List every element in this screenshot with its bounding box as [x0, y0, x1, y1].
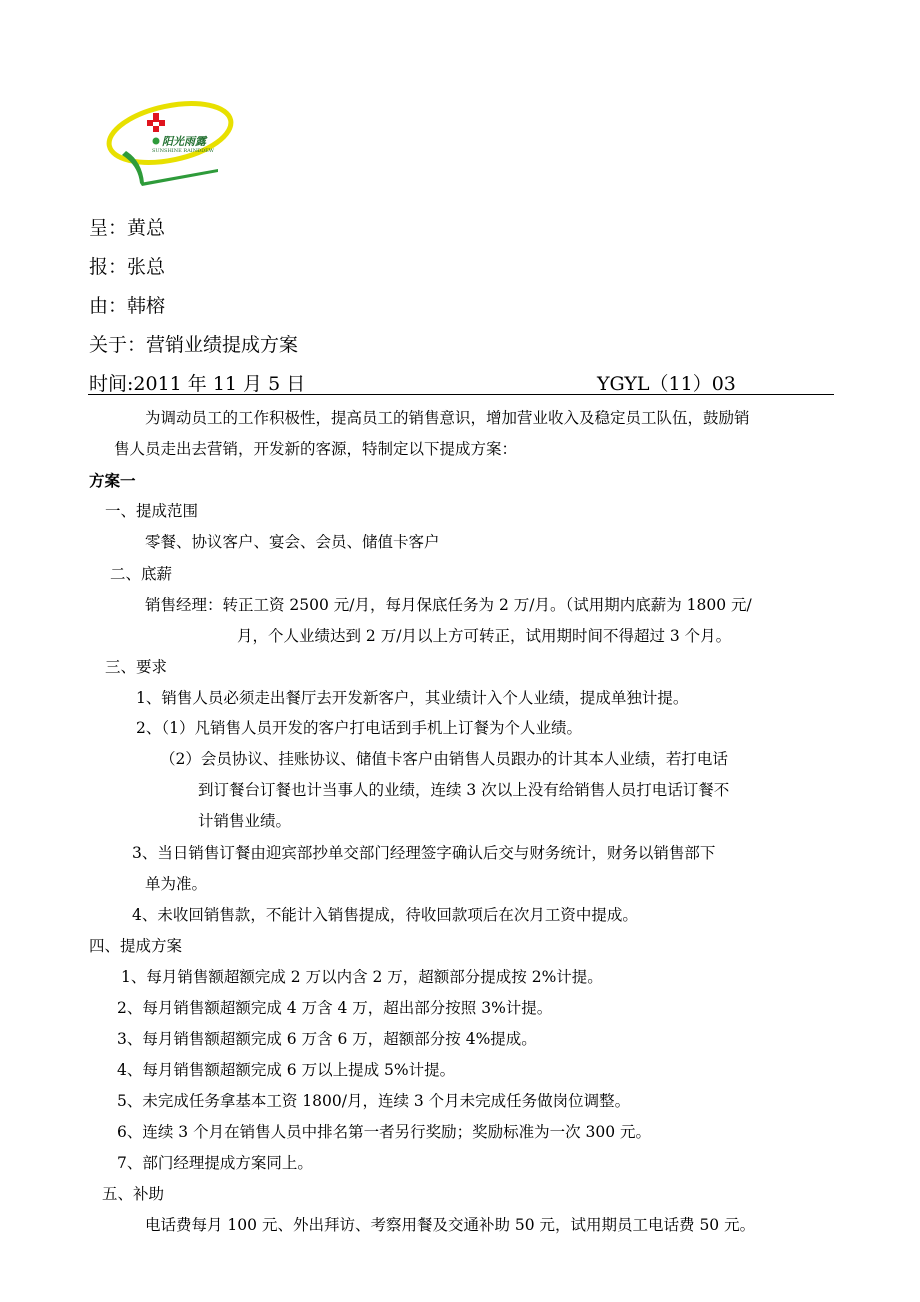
section-3-item-4: 4、未收回销售款，不能计入销售提成，待收回款项后在次月工资中提成。 — [132, 906, 638, 924]
header-to: 呈：黄总 — [89, 217, 166, 239]
section-3-item-2a: 2、（1）凡销售人员开发的客户打电话到手机上订餐为个人业绩。 — [136, 719, 582, 737]
section-4-item-1: 1、每月销售额超额完成 2 万以内含 2 万，超额部分提成按 2%计提。 — [121, 968, 603, 986]
section-4-item-6: 6、连续 3 个月在销售人员中排名第一者另行奖励；奖励标准为一次 300 元。 — [117, 1123, 652, 1141]
intro-line-1: 为调动员工的工作积极性，提高员工的销售意识，增加营业收入及稳定员工队伍，鼓励销 — [145, 409, 750, 427]
section-4-title: 四、提成方案 — [89, 937, 183, 955]
section-1-text: 零餐、协议客户、宴会、会员、储值卡客户 — [145, 533, 440, 551]
section-3-item-1: 1、销售人员必须走出餐厅去开发新客户，其业绩计入个人业绩，提成单独计提。 — [136, 689, 689, 707]
section-1-title: 一、提成范围 — [105, 502, 199, 520]
section-3-item-2b-line-2: 到订餐台订餐也计当事人的业绩，连续 3 次以上没有给销售人员打电话订餐不 — [198, 781, 730, 799]
section-4-item-2: 2、每月销售额超额完成 4 万含 4 万，超出部分按照 3%计提。 — [117, 999, 553, 1017]
header-report: 报：张总 — [89, 256, 166, 278]
company-logo — [100, 95, 240, 190]
section-5-text: 电话费每月 100 元、外出拜访、考察用餐及交通补助 50 元，试用期员工电话费 50 元。 — [145, 1216, 756, 1234]
header-doc-number: YGYL（11）03 — [597, 373, 736, 395]
section-2-title: 二、底薪 — [110, 565, 173, 583]
section-3-item-2b-line-3: 计销售业绩。 — [198, 812, 292, 830]
header-about: 关于：营销业绩提成方案 — [89, 334, 299, 356]
section-5-title: 五、补助 — [102, 1185, 165, 1203]
section-3-title: 三、要求 — [105, 658, 168, 676]
section-3-item-3-line-2: 单为准。 — [145, 875, 208, 893]
intro-line-2: 售人员走出去营销，开发新的客源，特制定以下提成方案： — [114, 440, 518, 458]
header-divider — [88, 394, 834, 395]
plan-title: 方案一 — [89, 471, 136, 490]
header-from: 由：韩榕 — [89, 295, 166, 317]
section-4-item-3: 3、每月销售额超额完成 6 万含 6 万，超额部分按 4%提成。 — [117, 1030, 537, 1048]
section-3-item-2b-line-1: （2）会员协议、挂账协议、储值卡客户由销售人员跟办的计其本人业绩，若打电话 — [160, 750, 728, 768]
section-4-item-5: 5、未完成任务拿基本工资 1800/月，连续 3 个月未完成任务做岗位调整。 — [117, 1092, 631, 1110]
section-2-line-1: 销售经理：转正工资 2500 元/月，每月保底任务为 2 万/月。（试用期内底薪为 1800 元/ — [145, 596, 752, 614]
header-time: 时间:2011 年 11 月 5 日 — [89, 373, 306, 395]
section-2-line-2: 月，个人业绩达到 2 万/月以上方可转正，试用期时间不得超过 3 个月。 — [237, 627, 732, 645]
section-4-item-4: 4、每月销售额超额完成 6 万以上提成 5%计提。 — [117, 1061, 456, 1079]
section-4-item-7: 7、部门经理提成方案同上。 — [117, 1154, 313, 1172]
logo-text-en: SUNSHINE RAINÐDEW — [152, 148, 214, 154]
section-3-item-3-line-1: 3、当日销售订餐由迎宾部抄单交部门经理签字确认后交与财务统计，财务以销售部下 — [132, 844, 716, 862]
logo-text-cn: 阳光雨露 — [162, 135, 206, 148]
